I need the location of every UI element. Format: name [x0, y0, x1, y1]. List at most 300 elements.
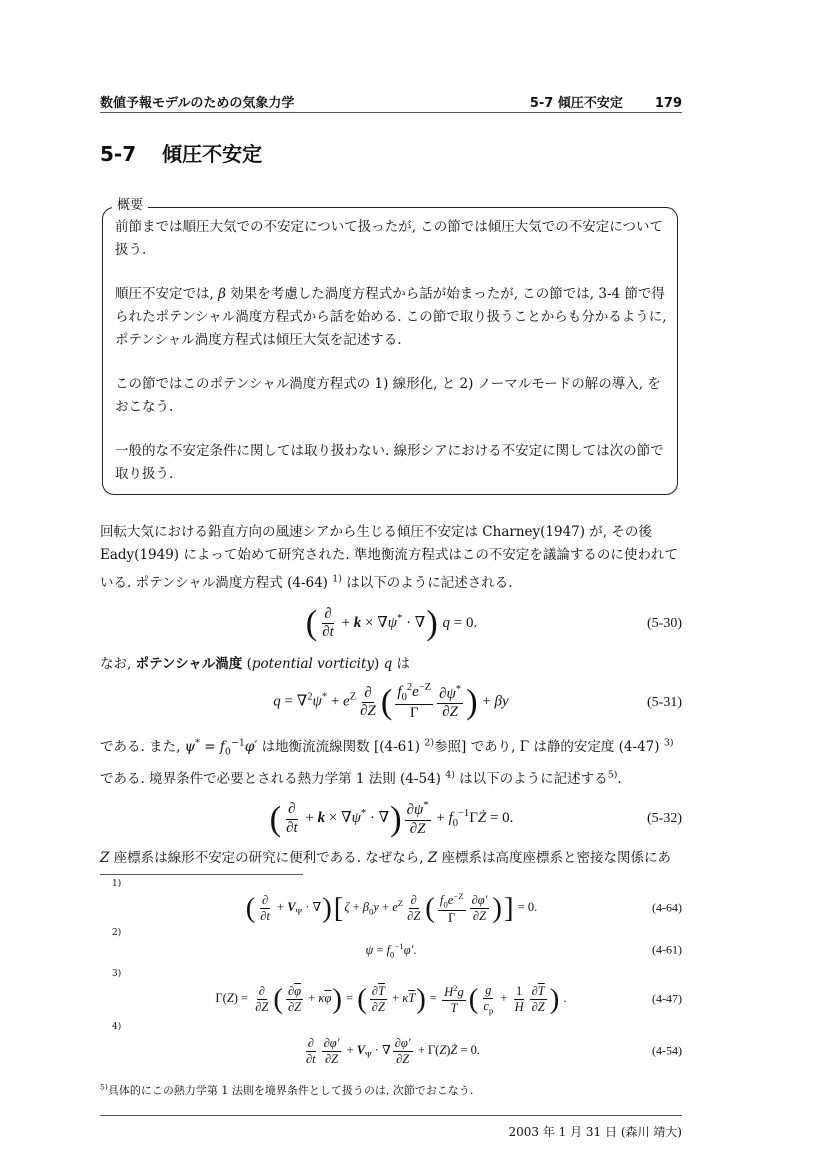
- text-run: =: [373, 943, 387, 958]
- text-run: ∂: [472, 908, 480, 923]
- text-run: × ∇: [325, 810, 352, 827]
- footnote-3: [100, 969, 682, 1018]
- math-italic: Z: [537, 999, 545, 1014]
- superscript: *: [455, 683, 462, 695]
- math-delimiter: ): [332, 982, 342, 1015]
- text-run: ∂: [324, 605, 332, 622]
- text-run: である. 境界条件で必要とされる熱力学第 1 法則 (4-54): [100, 771, 446, 788]
- numerator: [286, 801, 297, 819]
- equation-5-30: [100, 603, 682, 645]
- text-run: +: [432, 810, 449, 827]
- text-run: +: [343, 1043, 357, 1058]
- text-run: +: [327, 693, 344, 710]
- section-title: [100, 141, 682, 167]
- header-section: 5-7 傾圧不安定: [529, 96, 623, 111]
- numerator: [370, 984, 387, 999]
- math-italic: Z: [261, 999, 269, 1014]
- numerator: [322, 606, 333, 624]
- equation-body: [273, 682, 508, 722]
- math-delimiter: (: [269, 799, 282, 838]
- subscript: 0: [368, 906, 374, 917]
- text-run: ∂: [407, 908, 414, 923]
- math-delimiter: (: [273, 982, 283, 1015]
- superscript: 5): [100, 1082, 108, 1092]
- math-italic: Z: [427, 850, 438, 867]
- math-delimiter: ): [322, 891, 332, 924]
- footnote-mark: 2): [112, 928, 122, 939]
- text-run: ∂: [360, 703, 368, 719]
- math-italic: e: [412, 684, 419, 701]
- text-run: +: [478, 693, 495, 710]
- numerator: [483, 983, 493, 998]
- math-italic: Z: [479, 908, 487, 923]
- equation-body: [269, 800, 514, 838]
- denominator: [358, 703, 378, 720]
- denominator: [408, 821, 428, 838]
- superscript: Z: [397, 897, 404, 908]
- denominator: [448, 1001, 459, 1015]
- math-italic: φ′: [400, 1036, 411, 1051]
- equation-number: (4-47): [652, 991, 682, 1006]
- math-italic: ψ: [414, 802, 424, 819]
- subscript: Ψ: [295, 906, 303, 917]
- text-run: 1: [515, 984, 523, 999]
- fraction: [253, 984, 270, 1014]
- equation-number: (4-61): [652, 942, 682, 957]
- math-delimiter: [: [333, 891, 344, 924]
- text-run: =: [426, 991, 441, 1006]
- numerator: [442, 983, 466, 1001]
- denominator: [394, 1052, 411, 1066]
- math-overline: $\overline{T}$: [408, 991, 416, 1006]
- math-italic: Z: [367, 703, 376, 719]
- math-italic: φ′: [403, 943, 414, 958]
- math-delimiter: (: [425, 891, 435, 924]
- fraction: [370, 984, 387, 1014]
- text-run: ∂: [409, 820, 418, 837]
- equation-number: (4-54): [652, 1043, 682, 1058]
- footer-rule: [100, 1115, 682, 1116]
- numerator: [530, 984, 547, 999]
- paragraph-3: [100, 732, 682, 792]
- footnote-1: [100, 879, 682, 926]
- math-overline: $\overline{\varphi}$: [294, 984, 302, 999]
- fraction: [530, 984, 547, 1014]
- text-run: · ∇: [302, 900, 322, 915]
- math-delimiter: (: [468, 982, 479, 1015]
- math-bold-vector: k: [353, 614, 362, 631]
- superscript: −1: [394, 940, 404, 951]
- summary-section: [102, 198, 678, 495]
- fraction: [442, 983, 466, 1015]
- text-run: ∂: [439, 685, 447, 702]
- math-italic: T: [450, 1000, 458, 1015]
- math-italic: Z: [449, 704, 458, 720]
- text-run: 具体的にこの熱力学第 1 法則を境界条件として扱うのは, 次節でおこなう.: [107, 1083, 474, 1097]
- footnote-2: [100, 928, 682, 961]
- math-italic: e: [392, 900, 398, 915]
- math-italic: ∂t: [286, 819, 298, 836]
- superscript: *: [195, 737, 200, 749]
- text-run: なお,: [100, 655, 136, 672]
- text-run: +: [273, 900, 288, 915]
- denominator: [284, 820, 300, 837]
- fraction: [438, 891, 466, 925]
- math-delimiter: ): [426, 604, 438, 643]
- footnote-equation-4-64: [100, 890, 682, 926]
- subscript: p: [488, 1005, 494, 1016]
- page-content: [100, 92, 682, 1140]
- text-run: =: [342, 991, 357, 1006]
- text-run: + Γ(: [414, 1043, 440, 1058]
- math-italic: ∂t: [322, 624, 334, 640]
- superscript: 3): [663, 737, 674, 749]
- text-run: ∂: [324, 1051, 332, 1066]
- math-delimiter: ): [416, 982, 426, 1015]
- math-overline: $\overline{T}$: [537, 984, 545, 999]
- paragraph-1: [100, 521, 682, 595]
- footer-date: 2003 年 1 月 31 日 (森川 靖大): [508, 1124, 682, 1139]
- header-rule: [100, 112, 682, 113]
- math-italic: c: [483, 998, 489, 1013]
- math-italic: e: [343, 693, 350, 710]
- text-run: 効果を考慮した渦度方程式から話が始まったが, この節では, 3-4 節で得られたポテンシャル渦度方程式から話を始める. この節で取り扱うことからも分かるように, ポテンシャル渦度方程式は傾圧大気を記述する.: [115, 286, 667, 348]
- math-delimiter: (: [380, 683, 393, 722]
- numerator: [322, 1036, 342, 1051]
- math-delimiter: ): [390, 799, 402, 838]
- numerator: [405, 800, 431, 820]
- text-run: は地衡流流線関数 [(4-61): [257, 739, 425, 755]
- text-run: ∂: [531, 999, 538, 1014]
- math-italic: ∂t: [305, 1051, 316, 1066]
- footnote-text: [100, 1084, 473, 1097]
- fraction: [393, 1036, 413, 1066]
- text-run: は以下のように記述される.: [341, 574, 513, 591]
- math-italic: Z: [413, 908, 421, 923]
- fraction: [286, 984, 303, 1014]
- text-run: Γ(: [215, 991, 227, 1006]
- numerator: [260, 893, 270, 908]
- math-italic: ψ: [184, 739, 196, 755]
- fraction: [513, 984, 526, 1014]
- math-italic: Z: [331, 1051, 339, 1066]
- superscript: 2: [453, 983, 458, 994]
- text-run: ∂: [471, 893, 478, 908]
- math-italic: Z: [377, 999, 385, 1014]
- summary-paragraph: [115, 373, 667, 419]
- math-italic: q: [383, 655, 393, 672]
- superscript: −Z: [453, 891, 464, 902]
- text-run: ) =: [233, 991, 252, 1006]
- text-run: ∂: [396, 1051, 403, 1066]
- text-run: ∂: [364, 684, 372, 701]
- denominator: [471, 909, 488, 923]
- math-italic: Z: [417, 820, 426, 837]
- paragraph-2: [100, 653, 682, 676]
- math-delimiter: (: [357, 982, 367, 1015]
- denominator: [286, 1000, 303, 1014]
- math-overline: $\overline{T}$: [377, 984, 385, 999]
- text-run: ∂: [406, 802, 415, 819]
- math-italic: ζ: [344, 900, 350, 915]
- text-run: · ∇: [371, 1043, 391, 1058]
- math-italic: ψ: [446, 685, 456, 702]
- footnote-4: [100, 1022, 682, 1069]
- superscript: −1: [230, 737, 245, 749]
- text-run: 座標系は線形不安定の研究に便利である. なぜなら,: [109, 850, 428, 867]
- text-run: = 0.: [450, 614, 478, 631]
- math-italic: φ′: [244, 739, 258, 755]
- numerator: [470, 893, 490, 908]
- superscript: Z: [349, 691, 357, 703]
- text-run: ∂: [287, 984, 295, 999]
- math-italic: Z: [402, 1051, 410, 1066]
- superscript: −1: [458, 808, 470, 820]
- text-run: ∂: [442, 704, 450, 720]
- math-italic: e: [447, 893, 454, 908]
- equation-5-31: [100, 680, 682, 726]
- math-italic: f: [397, 684, 402, 701]
- numerator: [306, 1036, 316, 1051]
- paragraph-text: [100, 656, 410, 672]
- text-run: 回転大気における鉛直方向の風速シアから生じる傾圧不安定は Charney(1947) が, その後 Eady(1949) によって始めて研究された. 準地衡流方程式はこの不安定を議論するのに使われている. ポテンシャル渦度方程式 (4-64): [100, 524, 678, 591]
- equation-body: [365, 941, 416, 960]
- text-run: +: [301, 810, 318, 827]
- equation-number: (5-31): [647, 694, 682, 710]
- denominator: [405, 909, 422, 923]
- footnote-5: [100, 1079, 682, 1099]
- math-italic: β: [218, 286, 226, 302]
- subscript: 0: [401, 692, 407, 704]
- numerator: [438, 891, 466, 911]
- text-run: ): [374, 655, 384, 672]
- numerator: [395, 682, 433, 705]
- text-run: この節ではこのポテンシャル渦度方程式の 1) 線形化, と 2) ノーマルモードの解の導入, をおこなう.: [115, 376, 661, 415]
- math-italic: q: [442, 614, 451, 631]
- text-run: ∂: [394, 1036, 401, 1051]
- superscript: *: [423, 800, 429, 812]
- math-italic: β: [362, 900, 369, 915]
- superscript: 2: [307, 691, 313, 703]
- running-header: [100, 92, 682, 112]
- summary-box: [102, 207, 678, 495]
- text-run: Γ: [469, 810, 478, 827]
- fraction: [284, 801, 300, 837]
- footnote-mark: 4): [112, 1022, 122, 1033]
- text-run: ∂: [410, 893, 417, 908]
- text-run: である. また,: [100, 739, 185, 755]
- denominator: [440, 704, 460, 721]
- text-run: ∂: [307, 1036, 314, 1051]
- denominator: [370, 1000, 387, 1014]
- equation-body: [215, 983, 566, 1015]
- equation-number: (4-64): [652, 900, 682, 915]
- math-italic: κ: [402, 991, 409, 1006]
- text-run: +: [305, 991, 319, 1006]
- denominator: [530, 1000, 547, 1014]
- math-italic: Z: [226, 991, 234, 1006]
- text-run: .: [617, 771, 622, 788]
- numerator: [362, 685, 373, 703]
- text-run: · ∇: [366, 810, 390, 827]
- numerator: [437, 684, 463, 704]
- math-italic: H: [444, 985, 454, 1000]
- text-run: .: [413, 943, 417, 958]
- math-italic: y: [373, 900, 379, 915]
- fraction: [470, 893, 490, 923]
- bold-term: ポテンシャル渦度: [135, 655, 243, 672]
- text-run: ∂: [288, 801, 296, 818]
- summary-paragraph: [115, 283, 667, 352]
- text-run: · ∇: [402, 614, 426, 631]
- subscript: 0: [224, 746, 231, 758]
- math-italic: f: [448, 810, 453, 827]
- footnote-equation-4-54: [100, 1033, 682, 1069]
- math-italic: f: [386, 943, 391, 958]
- numerator: [393, 1036, 413, 1051]
- footnote-equation-4-47: [100, 980, 682, 1018]
- numerator: [257, 984, 267, 999]
- text-run: ∂: [371, 999, 378, 1014]
- denominator: [408, 705, 421, 722]
- fraction: [258, 893, 272, 923]
- text-run: × ∇: [361, 614, 388, 631]
- subscript: 0: [443, 899, 448, 910]
- equation-number: (5-32): [647, 811, 682, 827]
- math-italic: ψ: [351, 810, 361, 827]
- text-run: ∂: [255, 999, 262, 1014]
- math-delimiter: ): [492, 891, 502, 924]
- superscript: −Z: [418, 682, 432, 694]
- equation-number: (5-30): [647, 615, 682, 631]
- text-run: 一般的な不安定条件に関しては取り扱わない. 線形シアにおける不安定に関しては次の節で取り扱う.: [115, 443, 664, 482]
- text-run: 参照] であり, Γ は静的安定度 (4-47): [434, 739, 664, 755]
- math-italic: H: [514, 999, 524, 1014]
- math-bold-vector: V: [356, 1043, 366, 1058]
- text-run: = 0.: [457, 1043, 481, 1058]
- math-italic: φ′: [329, 1036, 340, 1051]
- text-run: Γ: [448, 910, 456, 925]
- text-run: +: [388, 991, 403, 1006]
- superscript: 4): [445, 769, 455, 781]
- fraction: [395, 682, 433, 722]
- math-italic: βy: [494, 693, 509, 710]
- fraction: [322, 1036, 342, 1066]
- section-number: 5-7: [100, 142, 137, 166]
- equation-body: [302, 1036, 480, 1066]
- superscript: *: [321, 691, 328, 703]
- math-overline: $\overline{\varphi}$: [324, 991, 332, 1006]
- superscript: *: [397, 612, 403, 624]
- text-run: .: [560, 991, 567, 1006]
- denominator: [258, 909, 272, 923]
- superscript: 2: [406, 682, 413, 694]
- math-delimiter: (: [305, 604, 318, 643]
- text-run: ∂: [262, 893, 269, 908]
- text-run: ∂: [531, 984, 538, 999]
- summary-paragraph: [115, 216, 667, 262]
- text-run: Γ: [409, 705, 419, 722]
- text-run: ∂: [258, 984, 265, 999]
- text-run: 座標系は高度座標系と密接な関係にあ: [437, 850, 672, 867]
- denominator: [481, 999, 495, 1016]
- denominator: [323, 1052, 340, 1066]
- text-run: +: [378, 900, 393, 915]
- fraction: [320, 606, 336, 642]
- math-italic: Z: [100, 850, 110, 867]
- footnote-equation-4-61: [100, 939, 682, 961]
- math-italic: f: [439, 893, 444, 908]
- summary-paragraph: [115, 440, 667, 486]
- denominator: [446, 911, 457, 925]
- denominator: [253, 1000, 270, 1014]
- page-number: 179: [654, 96, 682, 111]
- footnote-mark: 3): [112, 969, 122, 980]
- math-delimiter: ): [549, 982, 560, 1015]
- text-run: +: [349, 900, 363, 915]
- math-italic: Ż: [477, 810, 487, 827]
- fraction: [481, 983, 495, 1015]
- paragraph-text: [100, 850, 671, 866]
- paragraph-text: [100, 524, 678, 591]
- math-italic: φ′: [477, 893, 488, 908]
- math-delimiter: ): [466, 683, 478, 722]
- math-delimiter: ]: [504, 891, 514, 924]
- book-title: 数値予報モデルのための気象力学: [100, 96, 295, 111]
- text-run: =: [199, 739, 220, 755]
- numerator: [286, 984, 303, 999]
- numerator: [409, 893, 419, 908]
- math-italic: ψ: [312, 693, 322, 710]
- equation-body: [245, 891, 538, 925]
- fraction: [437, 684, 463, 722]
- superscript: 1): [332, 573, 342, 584]
- math-italic: κ: [318, 991, 325, 1006]
- subscript: 0: [390, 949, 395, 960]
- denominator: [320, 624, 336, 641]
- math-italic: g: [457, 985, 464, 1000]
- fraction: [304, 1036, 318, 1066]
- denominator: [513, 1000, 526, 1014]
- footnote-rule: [100, 874, 303, 875]
- paragraph-text: [100, 739, 674, 787]
- paragraph-4: [100, 847, 682, 870]
- superscript: *: [360, 808, 367, 820]
- math-italic: q: [273, 693, 281, 710]
- math-italic: ∂t: [260, 908, 270, 923]
- text-run: = 0.: [514, 900, 538, 915]
- math-italic: Ż: [450, 1043, 458, 1058]
- math-italic: potential vorticity: [251, 655, 375, 672]
- text-run: は: [392, 655, 411, 672]
- subscript: 0: [452, 818, 459, 830]
- denominator: [304, 1052, 318, 1066]
- math-italic: ψ: [387, 614, 398, 631]
- text-run: ∂: [287, 999, 295, 1014]
- summary-label: 概要: [112, 197, 148, 215]
- footnote-mark: 1): [112, 879, 122, 890]
- equation-5-32: [100, 797, 682, 841]
- text-run: 前節までは順圧大気での不安定について扱ったが, この節では傾圧大気での不安定について扱う.: [115, 219, 664, 258]
- equation-body: [305, 606, 478, 642]
- text-run: ): [446, 1043, 451, 1058]
- superscript: 5): [607, 769, 618, 781]
- math-italic: Z: [439, 1043, 447, 1058]
- math-bold-vector: V: [287, 900, 296, 915]
- superscript: 2): [424, 737, 435, 749]
- math-italic: Z: [294, 999, 302, 1014]
- math-delimiter: (: [245, 891, 256, 924]
